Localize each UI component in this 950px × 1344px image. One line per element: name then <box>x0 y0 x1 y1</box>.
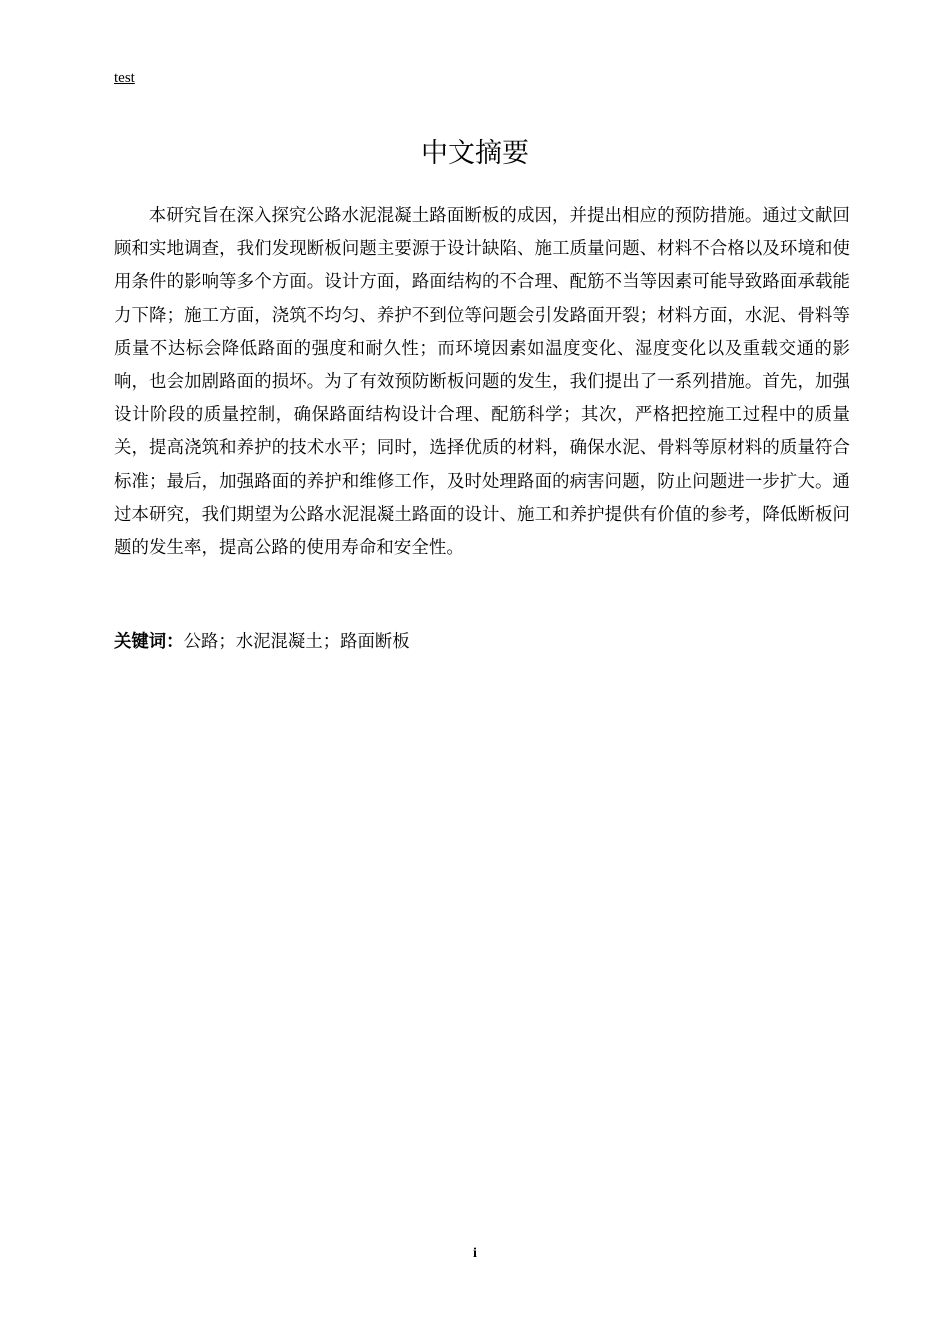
page-title: 中文摘要 <box>421 138 529 169</box>
page-number: i <box>473 1246 477 1261</box>
keywords-value: 公路；水泥混凝土；路面断板 <box>183 632 410 652</box>
keywords-line <box>114 626 850 659</box>
abstract-paragraph: 本研究旨在深入探究公路水泥混凝土路面断板的成因，并提出相应的预防措施。通过文献回顾和实地调查，我们发现断板问题主要源于设计缺陷、施工质量问题、材料不合格以及环境和使用条件的影响等多个方面。设计方面，路面结构的不合理、配筋不当等因素可能导致路面承载能力下降；施工方面，浇筑不均匀、养护不到位等问题会引发路面开裂；材料方面，水泥、骨料等质量不达标会降低路面的强度和耐久性；而环境因素如温度变化、湿度变化以及重载交通的影响，也会加剧路面的损坏。为了有效预防断板问题的发生，我们提出了一系列措施。首先，加强设计阶段的质量控制，确保路面结构设计合理、配筋科学；其次，严格把控施工过程中的质量关，提高浇筑和养护的技术水平；同时，选择优质的材料，确保水泥、骨料等原材料的质量符合标准；最后，加强路面的养护和维修工作，及时处理路面的病害问题，防止问题进一步扩大。通过本研究，我们期望为公路水泥混凝土路面的设计、施工和养护提供有价值的参考，降低断板问题的发生率，提高公路的使用寿命和安全性。 <box>114 206 850 559</box>
header-tag: test <box>114 70 135 86</box>
keywords-label: 关键词： <box>114 632 184 652</box>
